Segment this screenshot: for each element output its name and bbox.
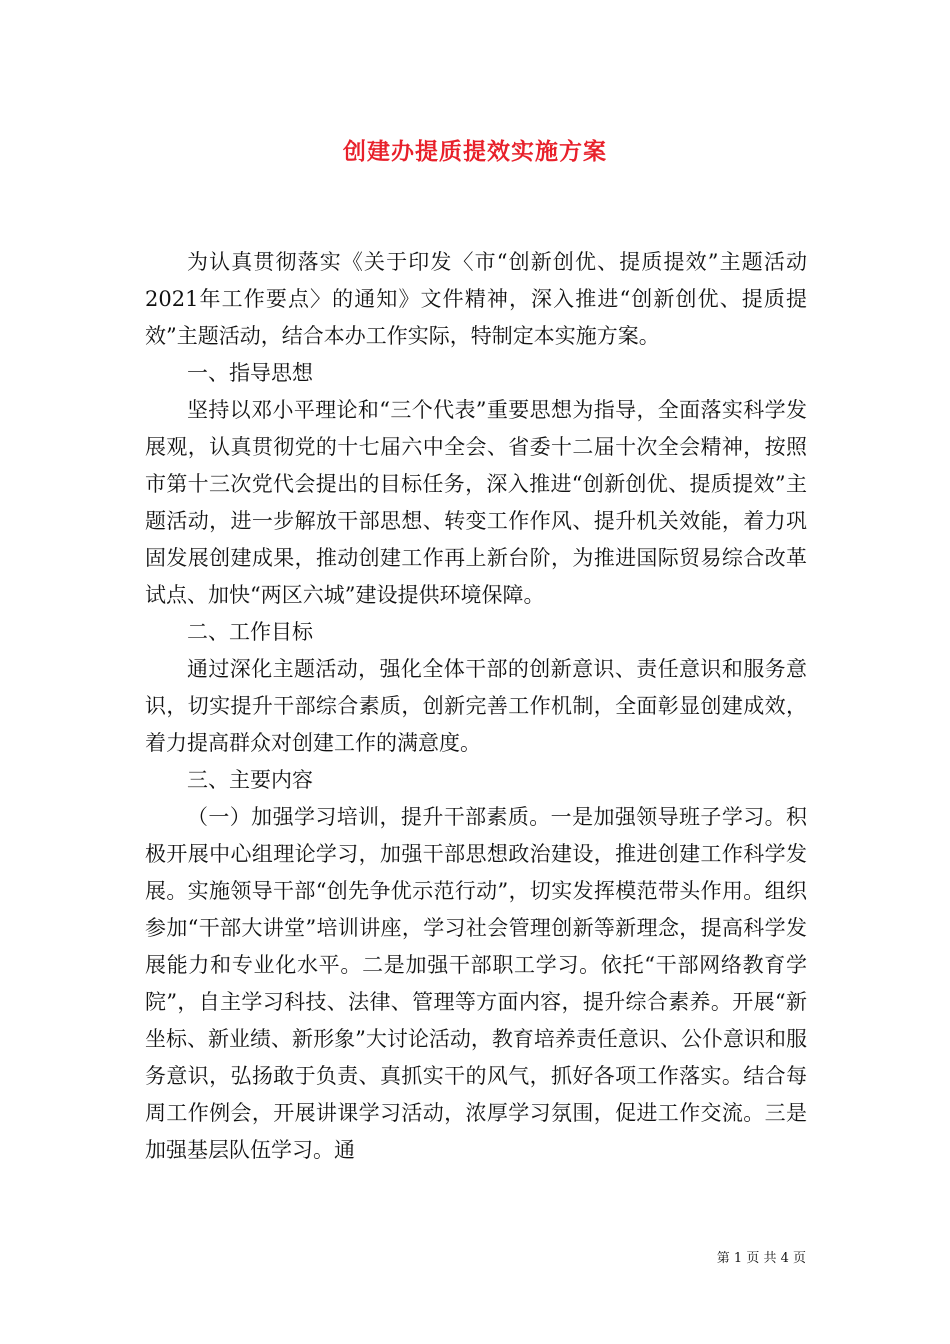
section-heading-guiding-ideology: 一、指导思想 [187,361,313,385]
section-heading-work-goals: 二、工作目标 [187,620,313,644]
guiding-ideology-paragraph: 坚持以邓小平理论和“三个代表”重要思想为指导，全面落实科学发展观，认真贯彻党的十七届六中全会、省委十二届十次全会精神，按照市第十三次党代会提出的目标任务，深入推进“创新创优、提质提效”主题活动，进一步解放干部思想、转变工作作风、提升机关效能，着力巩固发展创建成果，推动创建工作再上新台阶，为推进国际贸易综合改革试点、加快“两区六城”建设提供环境保障。 [145,398,807,607]
page-number-footer: 第 1 页 共 4 页 [716,1251,806,1266]
section-heading-main-content: 三、主要内容 [187,768,313,792]
document-body [145,244,807,1169]
intro-paragraph: 为认真贯彻落实《关于印发〈市“创新创优、提质提效”主题活动2021年工作要点〉的通知》文件精神，深入推进“创新创优、提质提效”主题活动，结合本办工作实际，特制定本实施方案。 [145,250,807,348]
work-goals-paragraph: 通过深化主题活动，强化全体干部的创新意识、责任意识和服务意识，切实提升干部综合素质，创新完善工作机制，全面彰显创建成效，着力提高群众对创建工作的满意度。 [145,657,807,755]
main-content-paragraph: （一）加强学习培训，提升干部素质。一是加强领导班子学习。积极开展中心组理论学习，加强干部思想政治建设，推进创建工作科学发展。实施领导干部“创先争优示范行动”，切实发挥模范带头作用。组织参加“干部大讲堂”培训讲座，学习社会管理创新等新理念，提高科学发展能力和专业化水平。二是加强干部职工学习。依托“干部网络教育学院”，自主学习科技、法律、管理等方面内容，提升综合素养。开展“新坐标、新业绩、新形象”大讨论活动，教育培养责任意识、公仆意识和服务意识，弘扬敢于负责、真抓实干的风气，抓好各项工作落实。结合每周工作例会，开展讲课学习活动，浓厚学习氛围，促进工作交流。三是加强基层队伍学习。通 [145,805,807,1162]
document-title: 创建办提质提效实施方案 [343,138,607,165]
